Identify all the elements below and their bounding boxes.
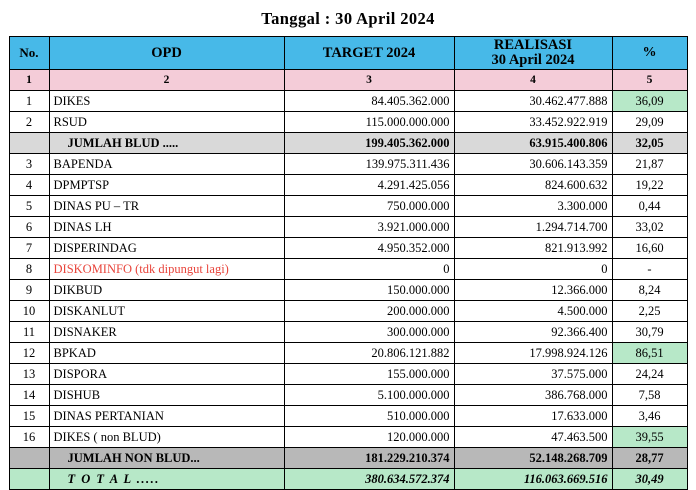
colnum-3: 3 xyxy=(284,70,454,91)
cell-percent: 32,05 xyxy=(612,133,687,154)
cell-target: 750.000.000 xyxy=(284,196,454,217)
header-no: No. xyxy=(9,37,49,70)
cell-percent: 33,02 xyxy=(612,217,687,238)
header-opd: OPD xyxy=(49,37,284,70)
cell-percent: 2,25 xyxy=(612,301,687,322)
cell-target: 139.975.311.436 xyxy=(284,154,454,175)
cell-no: 15 xyxy=(9,406,49,427)
cell-realisasi: 116.063.669.516 xyxy=(454,469,612,490)
cell-opd: DISNAKER xyxy=(49,322,284,343)
cell-realisasi: 17.633.000 xyxy=(454,406,612,427)
cell-opd: DINAS PU – TR xyxy=(49,196,284,217)
cell-target: 150.000.000 xyxy=(284,280,454,301)
header-row xyxy=(9,37,687,70)
cell-opd: JUMLAH BLUD ..... xyxy=(49,133,284,154)
cell-opd: DISPERINDAG xyxy=(49,238,284,259)
colnum-4: 4 xyxy=(454,70,612,91)
cell-percent: 30,79 xyxy=(612,322,687,343)
table-row xyxy=(9,238,687,259)
table-row xyxy=(9,406,687,427)
cell-no: 7 xyxy=(9,238,49,259)
cell-realisasi: 0 xyxy=(454,259,612,280)
cell-realisasi: 386.768.000 xyxy=(454,385,612,406)
cell-target: 84.405.362.000 xyxy=(284,91,454,112)
cell-opd: T O T A L ..... xyxy=(49,469,284,490)
header-realisasi xyxy=(454,37,612,70)
header-realisasi-line1: REALISASI xyxy=(493,37,573,53)
cell-percent: 0,44 xyxy=(612,196,687,217)
table-row xyxy=(9,196,687,217)
colnum-2: 2 xyxy=(49,70,284,91)
cell-percent: 39,55 xyxy=(612,427,687,448)
table-row xyxy=(9,469,687,490)
column-number-row xyxy=(9,70,687,91)
table-row xyxy=(9,175,687,196)
cell-opd: DPMPTSP xyxy=(49,175,284,196)
cell-target: 510.000.000 xyxy=(284,406,454,427)
cell-realisasi: 37.575.000 xyxy=(454,364,612,385)
cell-target: 5.100.000.000 xyxy=(284,385,454,406)
cell-percent: 36,09 xyxy=(612,91,687,112)
cell-no: 13 xyxy=(9,364,49,385)
page-title: Tanggal : 30 April 2024 xyxy=(261,9,435,28)
cell-percent: 8,24 xyxy=(612,280,687,301)
cell-realisasi: 47.463.500 xyxy=(454,427,612,448)
cell-opd: JUMLAH NON BLUD... xyxy=(49,448,284,469)
cell-target: 199.405.362.000 xyxy=(284,133,454,154)
table-row xyxy=(9,385,687,406)
cell-no: 9 xyxy=(9,280,49,301)
table-row xyxy=(9,91,687,112)
table-row xyxy=(9,154,687,175)
cell-opd: RSUD xyxy=(49,112,284,133)
cell-realisasi: 92.366.400 xyxy=(454,322,612,343)
cell-percent: 28,77 xyxy=(612,448,687,469)
cell-realisasi: 824.600.632 xyxy=(454,175,612,196)
cell-opd: DISKOMINFO (tdk dipungut lagi) xyxy=(49,259,284,280)
cell-target: 380.634.572.374 xyxy=(284,469,454,490)
header-target: TARGET 2024 xyxy=(284,37,454,70)
cell-no xyxy=(9,133,49,154)
cell-target: 4.291.425.056 xyxy=(284,175,454,196)
cell-no: 16 xyxy=(9,427,49,448)
colnum-5: 5 xyxy=(612,70,687,91)
cell-opd: BPKAD xyxy=(49,343,284,364)
cell-percent: - xyxy=(612,259,687,280)
header-realisasi-line2: 30 April 2024 xyxy=(491,52,575,69)
cell-opd: DIKES xyxy=(49,91,284,112)
cell-realisasi: 4.500.000 xyxy=(454,301,612,322)
cell-percent: 86,51 xyxy=(612,343,687,364)
cell-no: 10 xyxy=(9,301,49,322)
cell-opd: DISKANLUT xyxy=(49,301,284,322)
table-row xyxy=(9,259,687,280)
cell-no: 11 xyxy=(9,322,49,343)
cell-percent: 3,46 xyxy=(612,406,687,427)
cell-no: 14 xyxy=(9,385,49,406)
cell-no xyxy=(9,469,49,490)
cell-target: 181.229.210.374 xyxy=(284,448,454,469)
cell-percent: 24,24 xyxy=(612,364,687,385)
cell-target: 300.000.000 xyxy=(284,322,454,343)
cell-no: 5 xyxy=(9,196,49,217)
cell-percent: 21,87 xyxy=(612,154,687,175)
cell-target: 155.000.000 xyxy=(284,364,454,385)
cell-realisasi: 12.366.000 xyxy=(454,280,612,301)
cell-target: 20.806.121.882 xyxy=(284,343,454,364)
cell-realisasi: 63.915.400.806 xyxy=(454,133,612,154)
cell-target: 0 xyxy=(284,259,454,280)
cell-no: 3 xyxy=(9,154,49,175)
table-row xyxy=(9,322,687,343)
cell-no: 2 xyxy=(9,112,49,133)
cell-target: 115.000.000.000 xyxy=(284,112,454,133)
table-row xyxy=(9,112,687,133)
cell-target: 3.921.000.000 xyxy=(284,217,454,238)
table-row xyxy=(9,301,687,322)
cell-no: 12 xyxy=(9,343,49,364)
table-row xyxy=(9,217,687,238)
header-percent: % xyxy=(612,37,687,70)
table-body xyxy=(9,91,687,490)
colnum-1: 1 xyxy=(9,70,49,91)
cell-realisasi: 821.913.992 xyxy=(454,238,612,259)
cell-realisasi: 52.148.268.709 xyxy=(454,448,612,469)
cell-percent: 29,09 xyxy=(612,112,687,133)
cell-target: 200.000.000 xyxy=(284,301,454,322)
cell-target: 4.950.352.000 xyxy=(284,238,454,259)
cell-no: 4 xyxy=(9,175,49,196)
cell-percent: 19,22 xyxy=(612,175,687,196)
cell-target: 120.000.000 xyxy=(284,427,454,448)
table-row xyxy=(9,133,687,154)
cell-realisasi: 30.462.477.888 xyxy=(454,91,612,112)
cell-realisasi: 17.998.924.126 xyxy=(454,343,612,364)
cell-opd: DISPORA xyxy=(49,364,284,385)
realisasi-table xyxy=(9,36,688,490)
cell-realisasi: 3.300.000 xyxy=(454,196,612,217)
table-header xyxy=(9,37,687,91)
cell-percent: 30,49 xyxy=(612,469,687,490)
table-row xyxy=(9,427,687,448)
table-row xyxy=(9,448,687,469)
cell-opd: DIKES ( non BLUD) xyxy=(49,427,284,448)
cell-no: 6 xyxy=(9,217,49,238)
cell-opd: DIKBUD xyxy=(49,280,284,301)
cell-opd: DINAS PERTANIAN xyxy=(49,406,284,427)
table-row xyxy=(9,343,687,364)
table-row xyxy=(9,280,687,301)
table-row xyxy=(9,364,687,385)
cell-realisasi: 1.294.714.700 xyxy=(454,217,612,238)
cell-no xyxy=(9,448,49,469)
cell-opd: BAPENDA xyxy=(49,154,284,175)
cell-percent: 7,58 xyxy=(612,385,687,406)
cell-no: 8 xyxy=(9,259,49,280)
cell-no: 1 xyxy=(9,91,49,112)
cell-opd: DINAS LH xyxy=(49,217,284,238)
cell-percent: 16,60 xyxy=(612,238,687,259)
cell-realisasi: 30.606.143.359 xyxy=(454,154,612,175)
cell-realisasi: 33.452.922.919 xyxy=(454,112,612,133)
cell-opd: DISHUB xyxy=(49,385,284,406)
